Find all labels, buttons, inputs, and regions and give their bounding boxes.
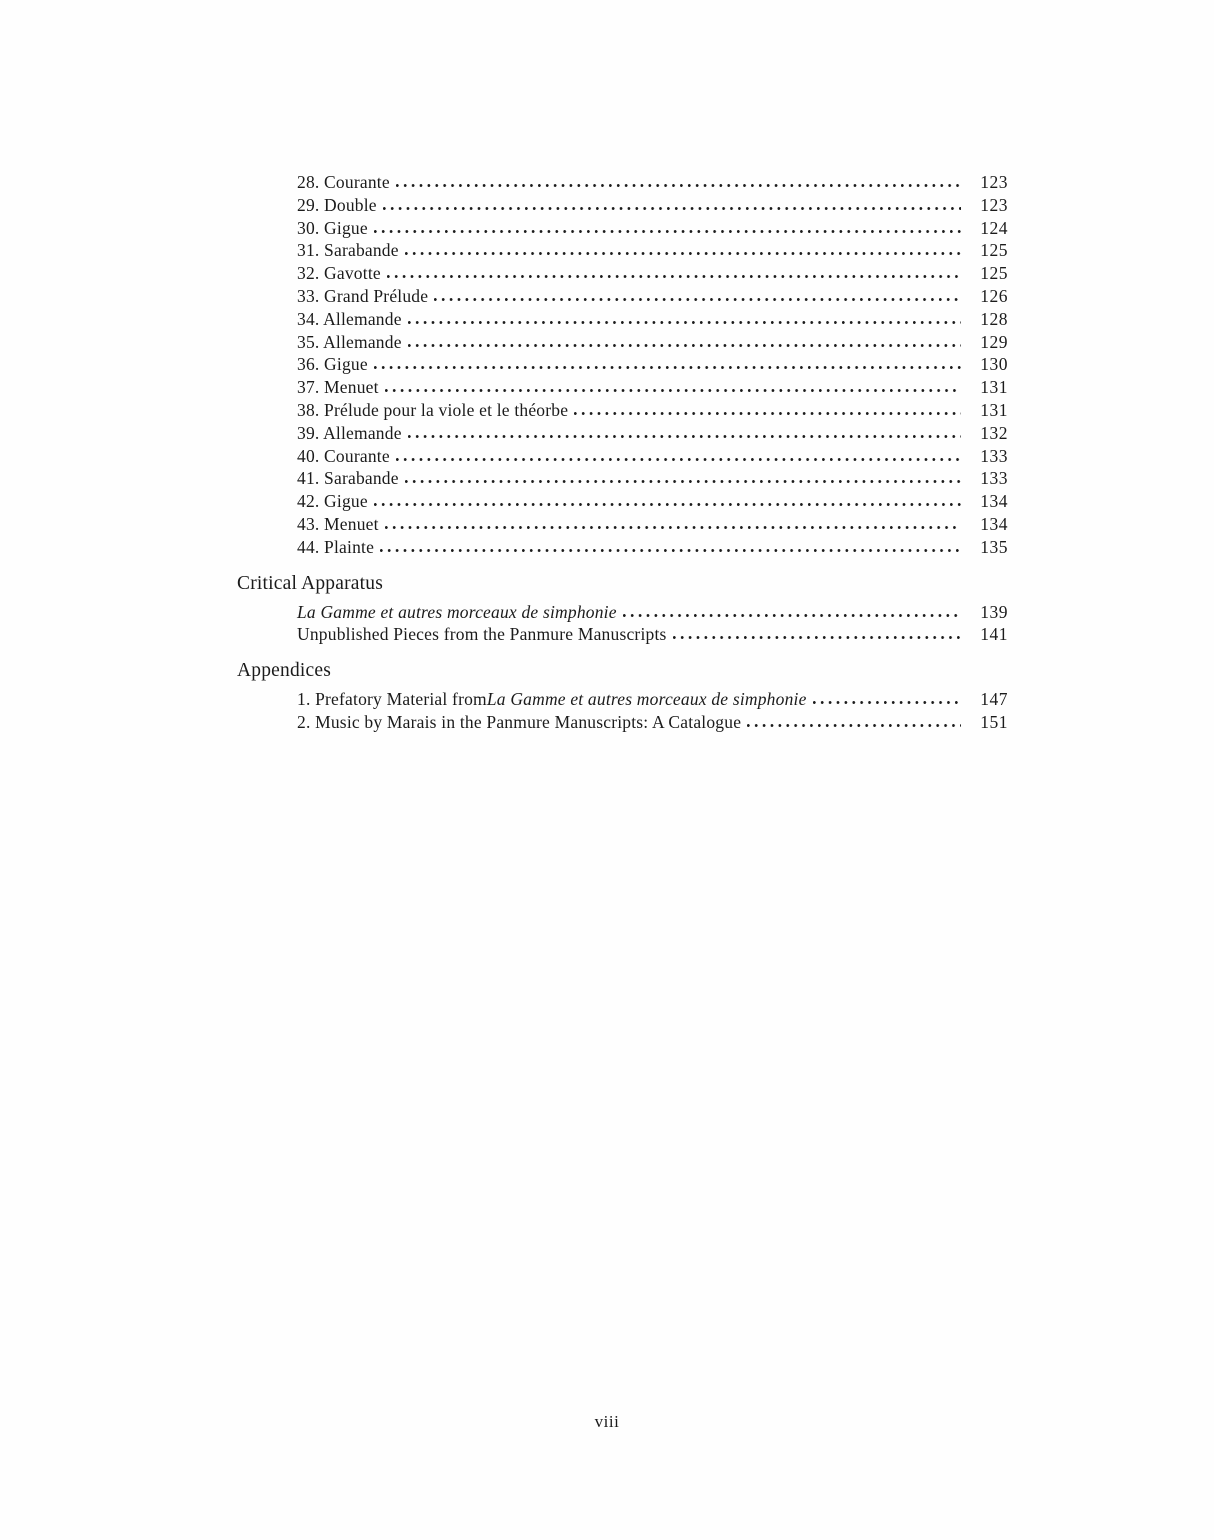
- toc-entry-label: 40. Courante: [297, 445, 390, 466]
- toc-entry: [237, 422, 1008, 445]
- toc-entry-label: 41. Sarabande: [297, 468, 399, 489]
- dot-leader: [408, 321, 961, 324]
- toc-entry-page: 128: [980, 308, 1008, 329]
- toc-entry-label: 29. Double: [297, 194, 377, 215]
- toc-entry: [237, 467, 1008, 490]
- toc-entry: [237, 688, 1008, 711]
- dot-leader: [385, 526, 961, 529]
- toc-entry-page: 126: [980, 285, 1008, 306]
- table-of-contents: [237, 171, 1008, 734]
- toc-entry-label: 31. Sarabande: [297, 240, 399, 261]
- dot-leader: [374, 503, 961, 506]
- toc-entry: [237, 194, 1008, 217]
- dot-leader: [408, 344, 961, 347]
- toc-entry-label: 28. Courante: [297, 172, 390, 192]
- toc-entry-label: 30. Gigue: [297, 217, 368, 238]
- toc-entry-page: 133: [980, 445, 1008, 466]
- dot-leader: [374, 230, 961, 233]
- toc-entry: [237, 601, 1008, 624]
- toc-entry-label-italic: La Gamme et autres morceaux de simphonie: [486, 689, 807, 710]
- toc-entry-label: 44. Plainte: [297, 536, 375, 557]
- toc-entry-page: 141: [980, 624, 1008, 645]
- dot-leader: [747, 724, 961, 727]
- toc-entry-page: 125: [980, 240, 1008, 261]
- toc-entry: [237, 331, 1008, 354]
- toc-entry-page: 139: [980, 601, 1008, 622]
- toc-entry-label: 32. Gavotte: [297, 263, 381, 284]
- toc-entry: [237, 308, 1008, 331]
- toc-entry-page: 151: [980, 711, 1008, 732]
- toc-entry-list: [237, 171, 1008, 559]
- toc-entry-page: 124: [980, 217, 1008, 238]
- dot-leader: [396, 458, 961, 461]
- toc-entry-label: 39. Allemande: [297, 422, 402, 443]
- toc-entry-page: 130: [980, 354, 1008, 375]
- toc-entry: [237, 536, 1008, 559]
- folio-page-number: viii: [594, 1412, 620, 1431]
- toc-entry: [237, 239, 1008, 262]
- toc-entry: [237, 490, 1008, 513]
- toc-entry-page: 123: [980, 172, 1008, 192]
- dot-leader: [408, 435, 961, 438]
- dot-leader: [673, 636, 961, 639]
- dot-leader: [813, 701, 961, 704]
- toc-entry: [237, 217, 1008, 240]
- toc-entry-page: 131: [980, 399, 1008, 420]
- section-heading: Appendices: [237, 660, 332, 682]
- toc-entry-label: 38. Prélude pour la viole et le théorbe: [297, 399, 569, 420]
- dot-leader: [405, 480, 961, 483]
- dot-leader: [396, 184, 961, 187]
- toc-entry-page: 123: [980, 194, 1008, 215]
- toc-section-critical-apparatus: [237, 571, 1008, 647]
- toc-entry-page: 133: [980, 468, 1008, 489]
- toc-entry-label: 35. Allemande: [297, 331, 402, 352]
- toc-entry-label: 36. Gigue: [297, 354, 368, 375]
- toc-entry: [237, 171, 1008, 194]
- toc-entry: [237, 285, 1008, 308]
- toc-entry-label: 43. Menuet: [297, 513, 379, 534]
- dot-leader: [623, 614, 961, 617]
- section-heading: Critical Apparatus: [237, 572, 384, 594]
- toc-entry: [237, 711, 1008, 734]
- toc-entry-page: 147: [980, 689, 1008, 710]
- toc-entry-page: 131: [980, 377, 1008, 398]
- toc-entry-page: 132: [980, 422, 1008, 443]
- toc-entry-label-italic: La Gamme et autres morceaux de simphonie: [297, 601, 617, 622]
- toc-entry-page: 134: [980, 491, 1008, 512]
- toc-entry: [237, 445, 1008, 468]
- dot-leader: [387, 275, 961, 278]
- dot-leader: [380, 549, 961, 552]
- dot-leader: [383, 207, 961, 210]
- toc-entry: [237, 513, 1008, 536]
- toc-section-appendices: [237, 658, 1008, 734]
- dot-leader: [385, 389, 961, 392]
- toc-entry-page: 125: [980, 263, 1008, 284]
- toc-entry-label: 37. Menuet: [297, 377, 379, 398]
- dot-leader: [574, 412, 961, 415]
- toc-entry: [237, 262, 1008, 285]
- dot-leader: [434, 298, 961, 301]
- toc-entry: [237, 623, 1008, 646]
- toc-entry-label: Unpublished Pieces from the Panmure Manuscripts: [297, 624, 667, 645]
- toc-entry-label: 2. Music by Marais in the Panmure Manuscripts: A Catalogue: [297, 711, 742, 732]
- toc-entry: [237, 376, 1008, 399]
- toc-entry-page: 135: [980, 536, 1008, 557]
- toc-entry-page: 129: [980, 331, 1008, 352]
- toc-entry: [237, 353, 1008, 376]
- toc-entry-label: 34. Allemande: [297, 308, 402, 329]
- dot-leader: [374, 366, 961, 369]
- dot-leader: [405, 252, 961, 255]
- toc-entry-label: 1. Prefatory Material from: [297, 689, 487, 710]
- toc-entry-label: 42. Gigue: [297, 491, 368, 512]
- toc-entry: [237, 399, 1008, 422]
- toc-entry-label: 33. Grand Prélude: [297, 285, 429, 306]
- toc-entry-page: 134: [980, 513, 1008, 534]
